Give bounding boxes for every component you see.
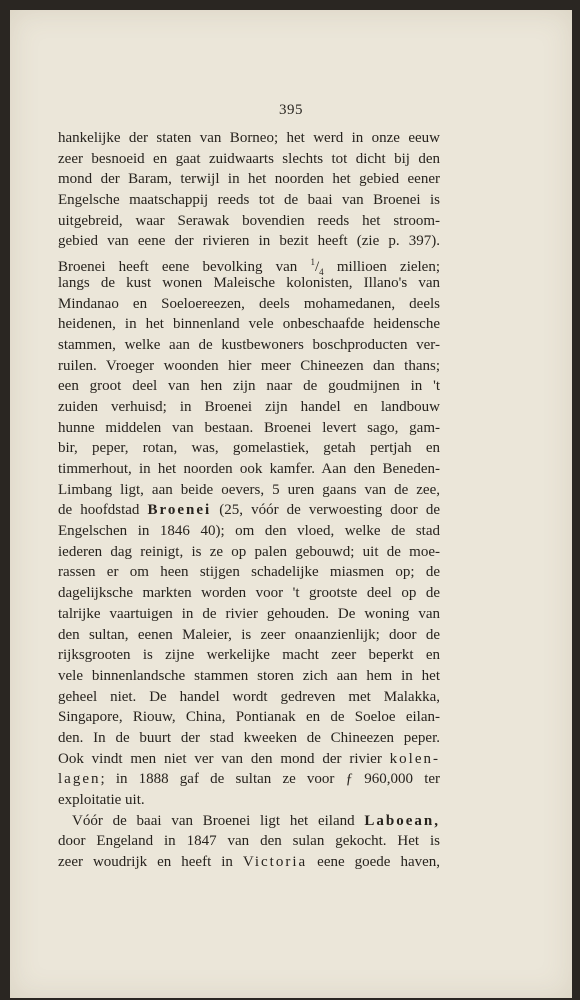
text-fragment: zeer woudrijk en heeft in (58, 854, 233, 871)
island-name: Laboean, (364, 812, 441, 829)
text-line: Mindanao en Soeloereezen, deels mohamedanen, deels (58, 295, 440, 312)
text-line: geheel niet. De handel wordt gedreven met Malakka, (58, 688, 440, 705)
text-line: talrijke vaartuigen in de rivier gehouden. De woning van (58, 605, 440, 622)
text-line: door Engeland in 1847 van den sulan gekocht. Het is (58, 833, 440, 850)
text-line: hunne middelen van bestaan. Broenei levert sago, gam- (58, 419, 440, 436)
text-line: mond der Baram, terwijl in het noorden het gebied eener (58, 171, 440, 188)
text-line: ruilen. Vroeger woonden hier meer Chineezen dan thans; (58, 357, 440, 374)
text-line: hankelijke der staten van Borneo; het werd in onze eeuw (58, 130, 440, 146)
text-fragment: ter (424, 771, 441, 788)
text-line: rassen er om heen stijgen schadelijke miasmen op; de (58, 564, 440, 581)
text-line: bir, peper, rotan, was, gomelastiek, getah pertjah en (58, 440, 440, 457)
text-line-harbour (58, 852, 440, 873)
text-line-island (58, 811, 440, 832)
text-line: Limbang ligt, aan beide oevers, 5 uren gaans van de zee, (58, 481, 440, 498)
book-page (10, 10, 572, 998)
text-fragment: de hoofdstad (58, 502, 140, 519)
text-line: zeer besnoeid en gaat zuidwaarts slechts tot dicht bij den (58, 150, 440, 167)
text-fragment: ; in 1888 gaf de sultan ze voor (100, 771, 335, 788)
text-line-capital (58, 500, 440, 521)
text-line-kolen (58, 749, 440, 770)
text-line: timmerhout, in het noorden ook kamfer. Aan den Beneden- (58, 461, 440, 477)
text-line: Engelsche maatschappij reeds tot de baai van Broenei is (58, 192, 440, 209)
emphasis-kolen: kolen- (389, 750, 440, 767)
text-line: zuiden verhuisd; in Broenei zijn handel en landbouw (58, 398, 440, 415)
text-fragment: eene goede haven, (317, 854, 441, 871)
page-number: 395 (279, 102, 303, 118)
capital-name: Broenei (147, 502, 212, 519)
text-line: gebied van eene der rivieren in bezit heeft (zie p. 397). (58, 233, 440, 250)
text-fragment: Ook vindt men niet ver van den mond der rivier (58, 750, 382, 767)
body-text (58, 128, 440, 873)
fraction: $^1/_4$ (310, 257, 324, 278)
text-line: uitgebreid, waar Serawak bovendien reeds het stroom- (58, 212, 440, 229)
text-line: den. In de buurt der stad kweeken de Chineezen peper. (58, 729, 440, 746)
text-line: langs de kust wonen Maleische kolonisten, Illano's van (58, 274, 440, 291)
text-line: een groot deel van hen zijn naar de goudmijnen in 't (58, 378, 440, 395)
text-line-population (58, 252, 441, 278)
text-line: heidenen, in het binnenland vele onbeschaafde heidensche (58, 316, 440, 333)
text-line: stammen, welke aan de kustbewoners boschproducten ver- (58, 336, 440, 353)
text-fragment: Vóór de baai van Broenei ligt het eiland (72, 812, 355, 829)
emphasis-kolen: lagen (58, 771, 101, 788)
text-fragment: Broenei heeft eene bevolking van (58, 259, 298, 276)
text-line: Singapore, Riouw, China, Pontianak en de Soeloe eilan- (58, 709, 440, 726)
text-fragment: millioen zielen; (336, 259, 441, 276)
price-value: ƒ 960,000 (345, 771, 414, 788)
text-line: exploitatie uit. (58, 792, 145, 808)
text-line: iederen dag reinigt, is ze op palen gebouwd; uit de moe- (58, 543, 440, 560)
text-line: dagelijksche markten worden voor 't grootste deel op de (58, 585, 440, 602)
text-line: Engelschen in 1846 40); om den vloed, welke de stad (58, 523, 440, 540)
text-line-price (58, 769, 440, 790)
text-line: den sultan, eenen Maleier, is zeer onaanzienlijk; door de (58, 626, 440, 643)
harbour-name: Victoria (242, 854, 308, 871)
text-line: vele binnenlandsche stammen storen zich aan hem in het (58, 667, 440, 684)
text-line: rijksgrooten is zijne werkelijke macht zeer beperkt en (58, 647, 440, 664)
text-fragment: (25, vóór de verwoesting door de (219, 502, 440, 519)
